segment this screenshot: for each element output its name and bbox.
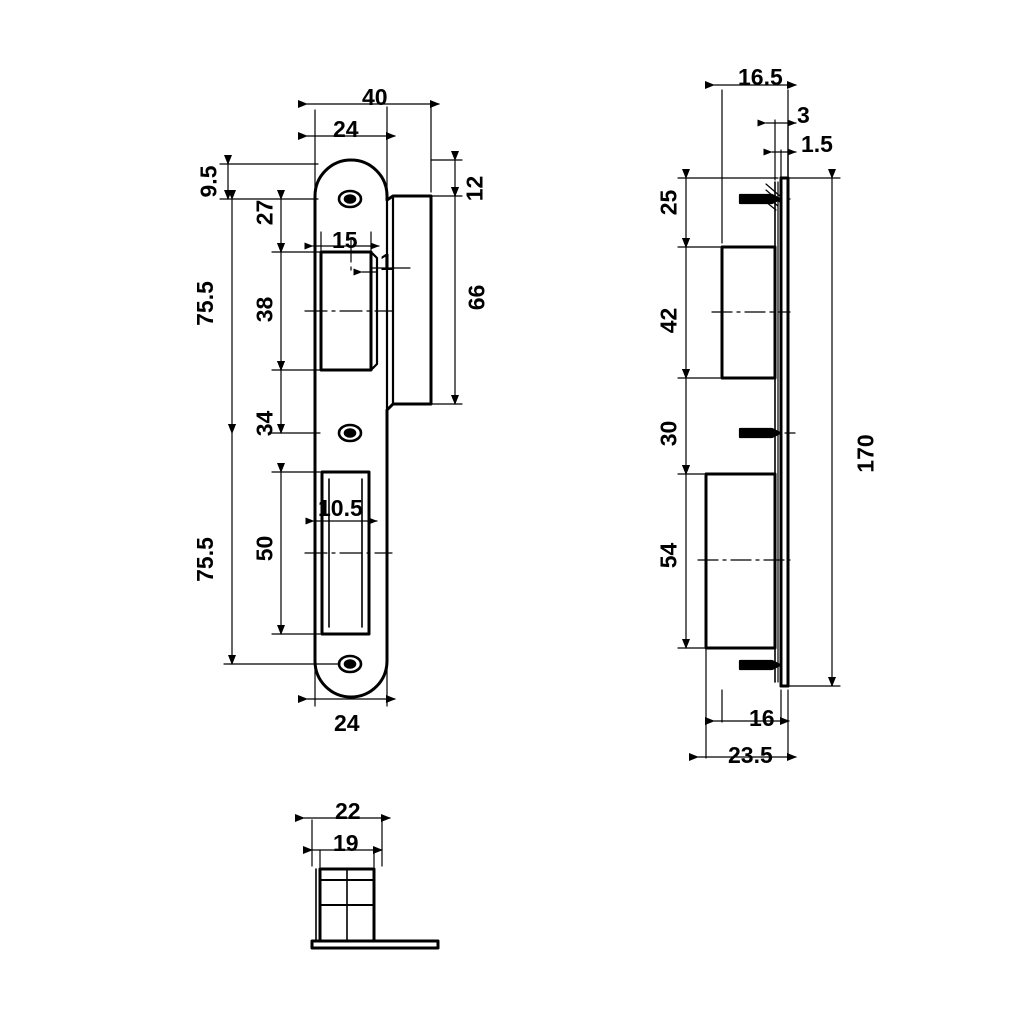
dim-label-front-75-5-lower: 75.5 [191, 537, 218, 582]
dim-label-front-24-bottom: 24 [334, 710, 360, 736]
dim-label-front-66: 66 [463, 284, 490, 311]
dim-label-front-24-top: 24 [333, 116, 359, 142]
dim-label-side-16: 16 [749, 705, 775, 731]
front-view-inner-edges [387, 196, 393, 410]
section-view [312, 869, 438, 948]
dim-label-side-54: 54 [655, 542, 682, 569]
side-view-boxes [706, 247, 775, 648]
dim-label-side-16-5: 16.5 [738, 64, 783, 90]
dim-label-front-34: 34 [251, 410, 278, 437]
dim-label-side-30: 30 [655, 420, 682, 447]
dim-label-front-10-5: 10.5 [318, 495, 363, 521]
dim-label-front-15: 15 [332, 227, 358, 253]
dim-label-front-75-5-upper: 75.5 [191, 281, 218, 326]
dim-label-side-1-5: 1.5 [801, 131, 833, 157]
dim-label-side-170: 170 [852, 434, 879, 473]
dim-label-side-25: 25 [655, 189, 682, 216]
dim-label-side-3: 3 [797, 102, 810, 128]
dim-label-front-27: 27 [251, 199, 278, 226]
dim-label-front-9-5: 9.5 [195, 165, 222, 198]
dim-label-side-42: 42 [655, 307, 682, 334]
side-dimension-lines [678, 85, 840, 758]
dim-label-side-23-5: 23.5 [728, 742, 773, 768]
dim-label-front-1: 1 [380, 249, 393, 275]
dim-label-section-19: 19 [333, 830, 359, 856]
dim-label-front-40: 40 [362, 84, 388, 110]
screw-holes [339, 191, 361, 672]
dim-label-front-50: 50 [251, 535, 278, 562]
dim-label-section-22: 22 [335, 798, 361, 824]
dim-label-front-38: 38 [251, 296, 278, 323]
dim-label-front-12: 12 [461, 175, 488, 202]
